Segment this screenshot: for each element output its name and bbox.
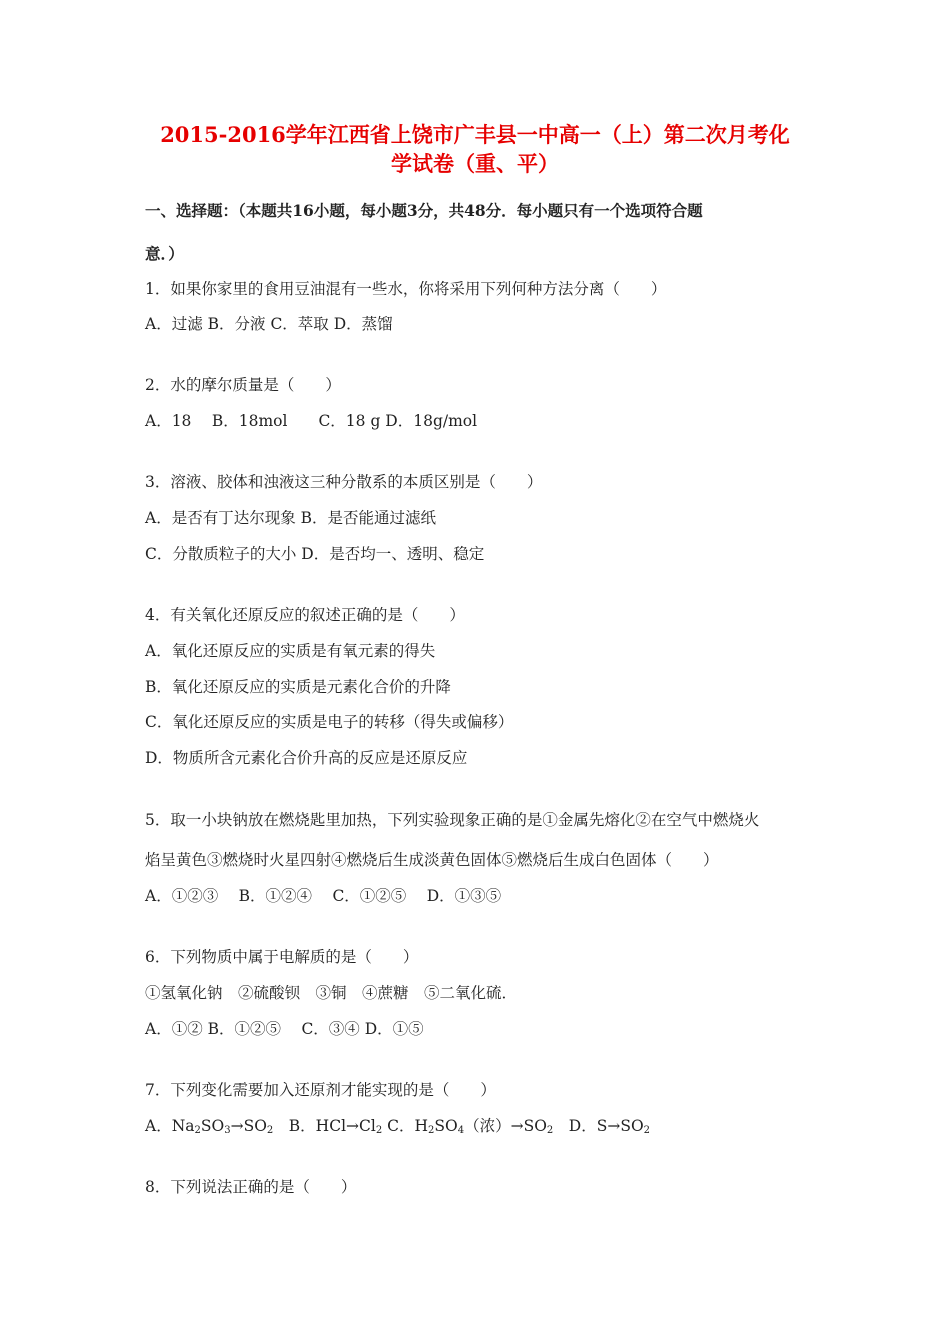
question-3-stem: 3．溶液、胶体和浊液这三种分散系的本质区别是（ ） (145, 473, 543, 491)
question-7-stem: 7．下列变化需要加入还原剂才能实现的是（ ） (145, 1081, 496, 1099)
question-3-options-cd: C．分散质粒子的大小 D．是否均一、透明、稳定 (145, 545, 485, 563)
question-5-stem-line-1: 5．取一小块钠放在燃烧匙里加热，下列实验现象正确的是①金属先熔化②在空气中燃烧火 (145, 811, 760, 829)
question-6-items: ①氢氧化钠 ②硫酸钡 ③铜 ④蔗糖 ⑤二氧化硫． (145, 984, 518, 1002)
question-8-stem: 8．下列说法正确的是（ ） (145, 1178, 357, 1196)
question-5-options: A．①②③ B．①②④ C．①②⑤ D．①③⑤ (145, 887, 502, 905)
question-5-stem-line-2: 焰呈黄色③燃烧时火星四射④燃烧后生成淡黄色固体⑤燃烧后生成白色固体（ ） (145, 851, 719, 869)
question-4-option-b: B．氧化还原反应的实质是元素化合价的升降 (145, 678, 451, 696)
question-4-option-d: D．物质所含元素化合价升高的反应是还原反应 (145, 749, 468, 767)
question-6-options: A．①② B．①②⑤ C．③④ D．①⑤ (145, 1020, 424, 1038)
section-heading-line-1: 一、选择题：（本题共16小题，每小题3分，共48分．每小题只有一个选项符合题 (145, 201, 703, 220)
question-2-stem: 2．水的摩尔质量是（ ） (145, 376, 341, 394)
document-title-line-1: 2015-2016学年江西省上饶市广丰县一中高一（上）第二次月考化 (160, 122, 790, 147)
question-7-options: A．$Na_2SO_3\to SO_2$ B．$HCl\to Cl_2$ C．$H_2SO_4$（浓）$\to SO_2$ D．$S\to SO_2$ (145, 1117, 651, 1136)
question-1-stem: 1．如果你家里的食用豆油混有一些水，你将采用下列何种方法分离（ ） (145, 280, 667, 298)
question-2-options: A．18 B．18mol C．18 g D．18g/mol (145, 412, 478, 430)
question-4-option-a: A．氧化还原反应的实质是有氧元素的得失 (145, 642, 436, 660)
section-heading-line-2: 意．） (145, 244, 184, 263)
question-1-options: A．过滤 B．分液 C．萃取 D．蒸馏 (145, 315, 393, 333)
question-4-stem: 4．有关氧化还原反应的叙述正确的是（ ） (145, 606, 465, 624)
question-4-option-c: C．氧化还原反应的实质是电子的转移（得失或偏移） (145, 713, 514, 731)
question-3-options-ab: A．是否有丁达尔现象 B．是否能通过滤纸 (145, 509, 437, 527)
document-title-line-2: 学试卷（重、平） (391, 151, 559, 176)
question-6-stem: 6．下列物质中属于电解质的是（ ） (145, 948, 419, 966)
